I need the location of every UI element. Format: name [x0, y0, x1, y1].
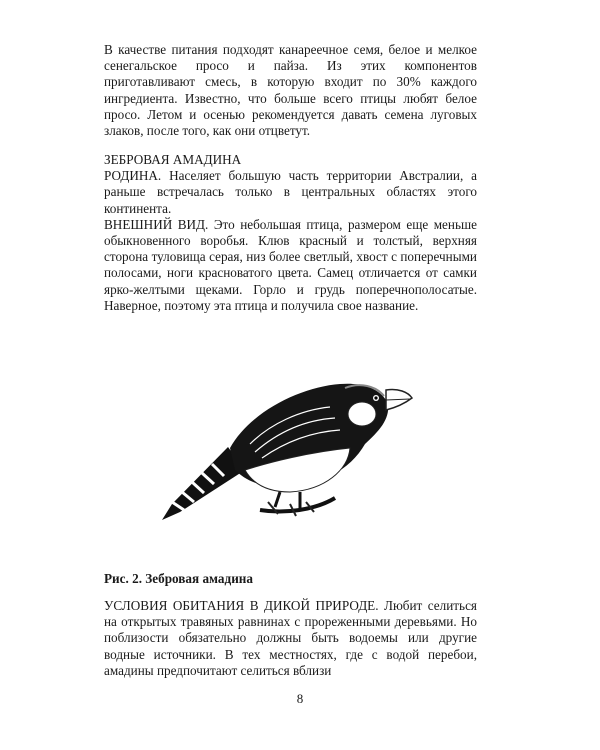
paragraph-feeding-text: В качестве питания подходят канареечное семя, белое и мелкое сенегальское просо и пайза. Из этих компонентов приготавливают смесь, в которую входит по 30% каждого ингредиента. Известно, что больше всего птицы любят белое просо. Летом и осенью рекомендуется давать семена луговых злаков, после того, как они отцветут. [104, 42, 477, 139]
section-zebra-finch [104, 152, 477, 314]
paragraph-habitat-block [104, 598, 477, 679]
page-number: 8 [296, 691, 304, 706]
paragraph-feeding [104, 42, 477, 139]
bird-legs [275, 492, 300, 509]
figure-caption: Рис. 2. Зебровая амадина [104, 571, 253, 586]
section-heading: ЗЕБРОВАЯ АМАДИНА [104, 152, 242, 167]
paragraph-homeland: РОДИНА. Населяет большую часть территории Австралии, а раньше встречалась только в центральных областях этого континента. [104, 168, 477, 216]
paragraph-habitat: УСЛОВИЯ ОБИТАНИЯ В ДИКОЙ ПРИРОДЕ. Любит селиться на открытых травяных равнинах с прореженными деревьями. Но поблизости обязательно должны быть водоемы или другие водные источники. В тех местностях, где с водой перебои, амадины предпочитают селиться вблизи [104, 598, 477, 678]
paragraph-appearance: ВНЕШНИЙ ВИД. Это небольшая птица, размером еще меньше обыкновенного воробья. Клюв красный и толстый, верхняя сторона туловища серая, низ более светлый, хвост с поперечными полосами, ноги красноватого цвета. Самец отличается от самки ярко-желтыми щеками. Горло и грудь поперечнополосатые. Наверное, поэтому эта птица и получила свое название. [104, 216, 477, 313]
bird-illustration [150, 352, 420, 532]
bird-cheek [348, 402, 376, 426]
zebra-finch-drawing [150, 352, 420, 532]
